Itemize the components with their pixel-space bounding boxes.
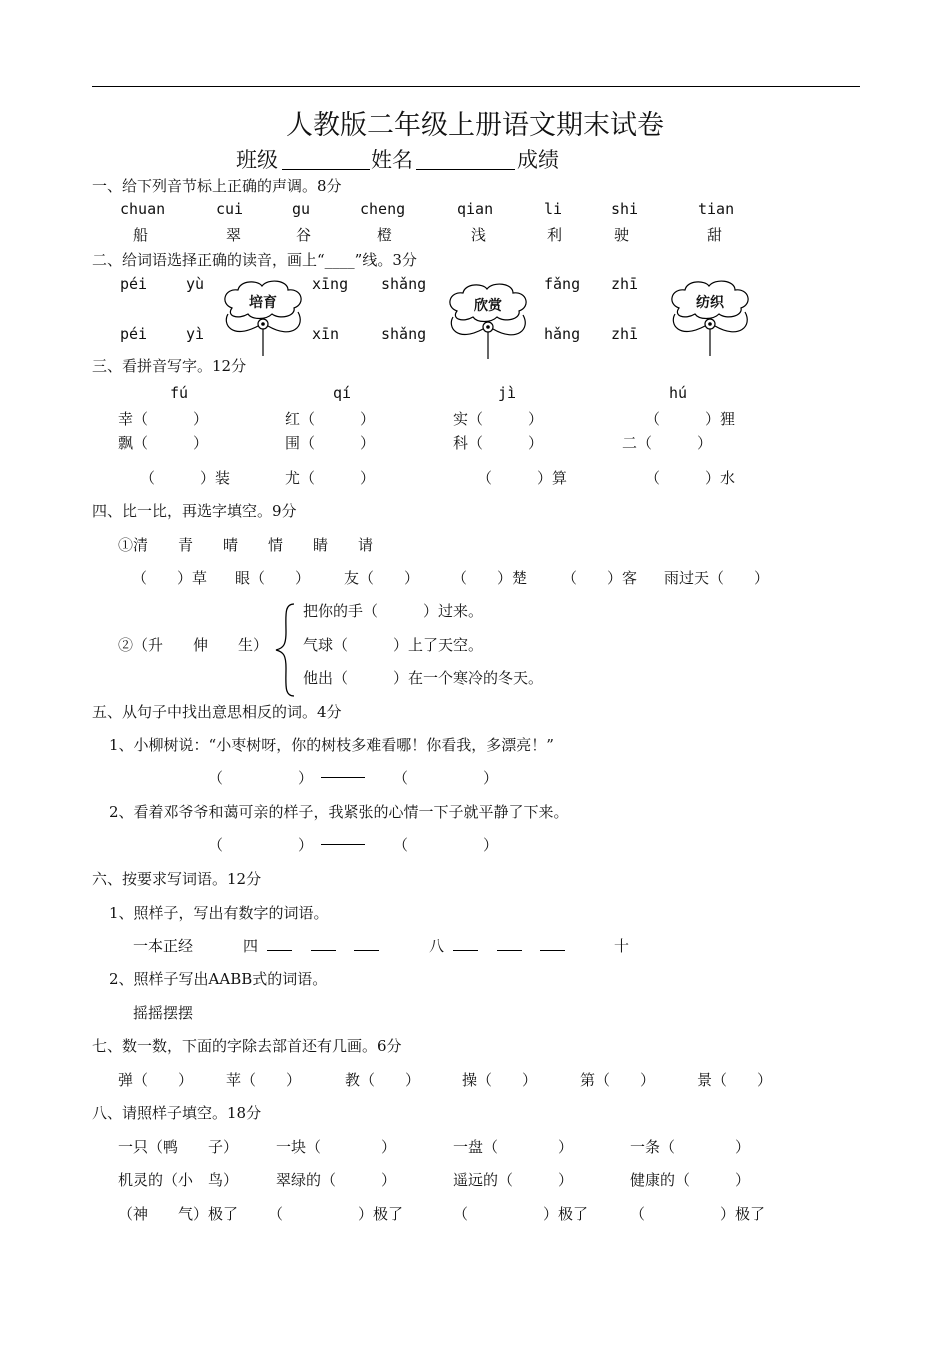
fill-blank[interactable]: （ ）楚 xyxy=(452,569,528,587)
pinyin-option[interactable]: xīn xyxy=(312,325,340,343)
pinyin-option[interactable]: péi xyxy=(120,325,148,343)
char: 船 xyxy=(133,226,149,244)
fill-blank[interactable]: 实（ ） xyxy=(453,410,544,428)
pinyin: qian xyxy=(457,200,494,218)
fill-blank[interactable]: 操（ ） xyxy=(462,1071,538,1089)
word-item: 十 xyxy=(614,937,630,955)
fill-blank[interactable]: 一条（ ） xyxy=(630,1138,751,1156)
fill-blank[interactable]: 雨过天（ ） xyxy=(664,569,770,587)
char: 橙 xyxy=(377,226,393,244)
section-6-heading: 六、按要求写词语。12分 xyxy=(92,870,262,888)
fill-blank[interactable]: 遥远的（ ） xyxy=(453,1171,574,1189)
pinyin: cheng xyxy=(360,200,406,218)
blank-line[interactable] xyxy=(311,936,336,951)
char: 甜 xyxy=(707,226,723,244)
fill-blank[interactable]: 景（ ） xyxy=(697,1071,773,1089)
pinyin-option[interactable]: zhī xyxy=(611,275,639,293)
fill-blank[interactable]: （ ）极了 xyxy=(453,1205,589,1223)
word-prefix: 四 xyxy=(243,937,259,955)
section-3-heading: 三、看拼音写字。12分 xyxy=(92,357,247,375)
brace-icon xyxy=(272,602,298,698)
flower-word-2 xyxy=(443,283,533,363)
fill-sentence[interactable]: 他出（ ）在一个寒冷的冬天。 xyxy=(303,669,544,687)
example-word: 一本正经 xyxy=(133,937,194,955)
pinyin: fú xyxy=(170,384,189,402)
pinyin: hú xyxy=(669,384,688,402)
name-label: 姓名 xyxy=(371,148,413,172)
question-text: 2、看着邓爷爷和蔼可亲的样子，我紧张的心情一下子就平静了下来。 xyxy=(109,803,569,821)
word-item xyxy=(243,935,379,956)
fill-blank[interactable]: （ ）狸 xyxy=(645,410,736,428)
pinyin-option[interactable]: xīng xyxy=(312,275,349,293)
dash-divider xyxy=(321,767,365,785)
fill-blank: 一只（鸭 子） xyxy=(118,1138,239,1156)
fill-sentence[interactable]: 把你的手（ ）过来。 xyxy=(303,602,484,620)
answer-blank[interactable]: （ ） xyxy=(208,769,314,787)
fill-blank[interactable]: （ ）算 xyxy=(477,469,568,487)
question-text: 2、照样子写出AABB式的词语。 xyxy=(109,970,328,988)
char-options: ①清 青 晴 情 睛 请 xyxy=(118,536,374,554)
pinyin: shi xyxy=(611,200,639,218)
fill-blank[interactable]: 围（ ） xyxy=(285,434,376,452)
example-word: 摇摇摆摆 xyxy=(133,1004,194,1022)
pinyin-option[interactable]: zhī xyxy=(611,325,639,343)
fill-blank[interactable]: （ ）水 xyxy=(645,469,736,487)
fill-blank[interactable]: 健康的（ ） xyxy=(630,1171,751,1189)
fill-blank[interactable]: （ ）极了 xyxy=(268,1205,404,1223)
fill-blank[interactable]: 第（ ） xyxy=(580,1071,656,1089)
fill-blank[interactable]: 翠绿的（ ） xyxy=(276,1171,397,1189)
char: 谷 xyxy=(296,226,312,244)
question-text: 1、小柳树说：“小枣树呀，你的树枝多难看哪！你看我，多漂亮！” xyxy=(109,736,554,754)
answer-blank[interactable]: （ ） xyxy=(393,769,499,787)
flower-word-label: 欣赏 xyxy=(474,298,502,314)
pinyin: qí xyxy=(333,384,352,402)
pinyin: chuan xyxy=(120,200,166,218)
char: 驶 xyxy=(614,226,630,244)
name-field[interactable] xyxy=(416,147,515,170)
fill-blank[interactable]: 教（ ） xyxy=(345,1071,421,1089)
blank-line[interactable] xyxy=(267,936,292,951)
fill-blank[interactable]: 尤（ ） xyxy=(285,469,376,487)
word-item xyxy=(429,935,565,956)
flower-word-label: 纺织 xyxy=(696,295,724,311)
fill-blank[interactable]: 一盘（ ） xyxy=(453,1138,574,1156)
blank-line[interactable] xyxy=(354,936,379,951)
pinyin-option[interactable]: shǎng xyxy=(381,325,427,343)
char-options-2: ②（升 伸 生） xyxy=(118,636,269,654)
char: 利 xyxy=(547,226,563,244)
blank-line[interactable] xyxy=(540,936,565,951)
section-8-heading: 八、请照样子填空。18分 xyxy=(92,1104,262,1122)
class-label: 班级 xyxy=(236,148,278,172)
fill-blank: （神 气）极了 xyxy=(118,1205,239,1223)
section-4-heading: 四、比一比，再选字填空。9分 xyxy=(92,502,297,520)
dash-divider xyxy=(321,834,365,852)
flower-word-3 xyxy=(665,280,755,360)
section-1-heading: 一、给下列音节标上正确的声调。8分 xyxy=(92,177,342,195)
pinyin-option[interactable]: péi xyxy=(120,275,148,293)
fill-blank[interactable]: 眼（ ） xyxy=(235,569,311,587)
fill-blank[interactable]: （ ）极了 xyxy=(630,1205,766,1223)
top-rule xyxy=(92,86,860,87)
pinyin-option[interactable]: fǎng xyxy=(544,275,581,293)
fill-blank[interactable]: 二（ ） xyxy=(622,434,713,452)
pinyin: cui xyxy=(216,200,244,218)
fill-blank[interactable]: （ ）客 xyxy=(562,569,638,587)
answer-blank[interactable]: （ ） xyxy=(393,836,499,854)
fill-blank[interactable]: 苹（ ） xyxy=(226,1071,302,1089)
score-label: 成绩 xyxy=(517,148,559,172)
pinyin-option[interactable]: yù xyxy=(186,275,205,293)
fill-blank: 机灵的（小 鸟） xyxy=(118,1171,239,1189)
fill-sentence[interactable]: 气球（ ）上了天空。 xyxy=(303,636,484,654)
fill-blank[interactable]: （ ）装 xyxy=(140,469,231,487)
section-5-heading: 五、从句子中找出意思相反的词。4分 xyxy=(92,703,342,721)
char: 翠 xyxy=(226,226,242,244)
section-7-heading: 七、数一数，下面的字除去部首还有几画。6分 xyxy=(92,1037,402,1055)
blank-line[interactable] xyxy=(497,936,522,951)
flower-word-label: 培育 xyxy=(249,295,277,311)
pinyin: li xyxy=(544,200,563,218)
pinyin: tian xyxy=(698,200,735,218)
fill-blank[interactable]: 科（ ） xyxy=(453,434,544,452)
fill-blank[interactable]: 飘（ ） xyxy=(118,434,209,452)
pinyin-option[interactable]: hǎng xyxy=(544,325,581,343)
pinyin-option[interactable]: shǎng xyxy=(381,275,427,293)
question-text: 1、照样子，写出有数字的词语。 xyxy=(109,904,329,922)
char: 浅 xyxy=(471,226,487,244)
fill-blank[interactable]: 一块（ ） xyxy=(276,1138,397,1156)
fill-blank[interactable]: 幸（ ） xyxy=(118,410,209,428)
answer-blank[interactable]: （ ） xyxy=(208,836,314,854)
fill-blank[interactable]: 红（ ） xyxy=(285,410,376,428)
fill-blank[interactable]: 弹（ ） xyxy=(118,1071,194,1089)
class-field[interactable] xyxy=(282,147,370,170)
blank-line[interactable] xyxy=(453,936,478,951)
flower-word-1 xyxy=(218,280,308,360)
section-2-heading: 二、给词语选择正确的读音，画上“____”线。3分 xyxy=(92,251,417,269)
page-title: 人教版二年级上册语文期末试卷 xyxy=(286,110,664,141)
pinyin: jì xyxy=(498,384,517,402)
pinyin: gu xyxy=(292,200,311,218)
fill-blank[interactable]: （ ）草 xyxy=(132,569,208,587)
pinyin-option[interactable]: yì xyxy=(186,325,205,343)
fill-blank[interactable]: 友（ ） xyxy=(344,569,420,587)
word-prefix: 八 xyxy=(429,937,445,955)
